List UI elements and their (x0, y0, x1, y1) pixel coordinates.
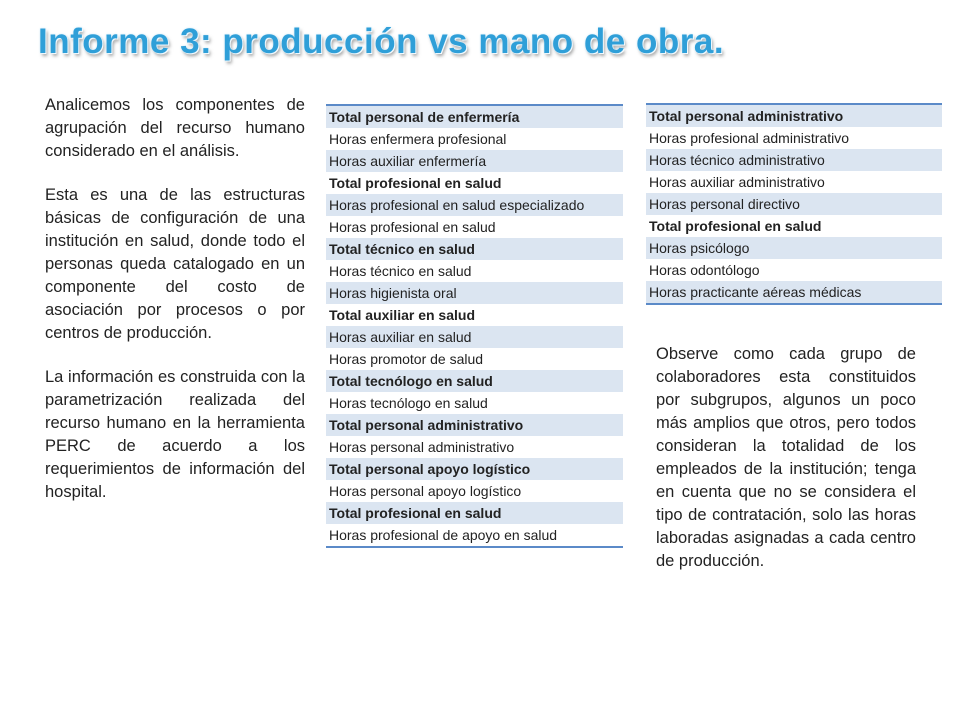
hours-item-cell: Horas personal administrativo (326, 436, 623, 458)
table-row (326, 370, 623, 392)
group-total-cell: Total profesional en salud (646, 215, 942, 237)
group-total-cell: Total personal administrativo (646, 104, 942, 127)
table-row (646, 127, 942, 149)
group-total-cell: Total profesional en salud (326, 502, 623, 524)
left-paragraph: Analicemos los componentes de agrupación del recurso humano considerado en el análisis. (45, 96, 305, 160)
hours-item-cell: Horas personal directivo (646, 193, 942, 215)
table-row (326, 326, 623, 348)
group-total-cell: Total auxiliar en salud (326, 304, 623, 326)
staff-groups-table-a (326, 104, 623, 548)
right-text-column (656, 343, 916, 573)
table-row (326, 392, 623, 414)
table-row (646, 171, 942, 193)
table-row (326, 282, 623, 304)
hours-item-cell: Horas profesional en salud (326, 216, 623, 238)
hours-item-cell: Horas higienista oral (326, 282, 623, 304)
table-row (646, 237, 942, 259)
table-row (326, 348, 623, 370)
hours-item-cell: Horas profesional en salud especializado (326, 194, 623, 216)
hours-item-cell: Horas odontólogo (646, 259, 942, 281)
hours-item-cell: Horas técnico en salud (326, 260, 623, 282)
hours-item-cell: Horas profesional administrativo (646, 127, 942, 149)
table-row (326, 194, 623, 216)
hours-item-cell: Horas psicólogo (646, 237, 942, 259)
table-row (326, 414, 623, 436)
left-text-column (45, 94, 305, 525)
table-row (646, 104, 942, 127)
staff-groups-table-b (646, 103, 942, 305)
table-row (646, 215, 942, 237)
table-row (326, 238, 623, 260)
table-row (326, 105, 623, 128)
hours-item-cell: Horas profesional de apoyo en salud (326, 524, 623, 547)
group-total-cell: Total profesional en salud (326, 172, 623, 194)
table-row (646, 259, 942, 281)
hours-item-cell: Horas tecnólogo en salud (326, 392, 623, 414)
hours-item-cell: Horas auxiliar enfermería (326, 150, 623, 172)
table-row (326, 216, 623, 238)
hours-item-cell: Horas técnico administrativo (646, 149, 942, 171)
table-row (326, 524, 623, 547)
hours-item-cell: Horas auxiliar administrativo (646, 171, 942, 193)
left-paragraph: Esta es una de las estructuras básicas de configuración de una institución en salud, donde todo el personas queda catalogado en un componente del costo de asociación por procesos o por centros de producción. (45, 186, 305, 342)
table-row (326, 172, 623, 194)
hours-item-cell: Horas enfermera profesional (326, 128, 623, 150)
group-total-cell: Total personal de enfermería (326, 105, 623, 128)
table-row (646, 193, 942, 215)
table-row (326, 480, 623, 502)
group-total-cell: Total técnico en salud (326, 238, 623, 260)
table-row (326, 436, 623, 458)
table-row (326, 304, 623, 326)
hours-item-cell: Horas auxiliar en salud (326, 326, 623, 348)
hours-item-cell: Horas promotor de salud (326, 348, 623, 370)
hours-item-cell: Horas personal apoyo logístico (326, 480, 623, 502)
table-row (646, 149, 942, 171)
group-total-cell: Total personal apoyo logístico (326, 458, 623, 480)
table-row (646, 281, 942, 304)
table-row (326, 128, 623, 150)
table-row (326, 458, 623, 480)
table-row (326, 502, 623, 524)
group-total-cell: Total tecnólogo en salud (326, 370, 623, 392)
table-row (326, 260, 623, 282)
left-paragraph: La información es construida con la parametrización realizada del recurso humano en la herramienta PERC de acuerdo a los requerimientos de información del hospital. (45, 368, 305, 501)
table-row (326, 150, 623, 172)
group-total-cell: Total personal administrativo (326, 414, 623, 436)
page-title: Informe 3: producción vs mano de obra. (38, 22, 725, 61)
right-paragraph: Observe como cada grupo de colaboradores esta constituidos por subgrupos, algunos un poco más amplios que otros, pero todos consideran la totalidad de los empleados de la institución; tenga en cuenta que no se considera el tipo de contratación, solo las horas laboradas asignadas a cada centro de producción. (656, 345, 916, 570)
hours-item-cell: Horas practicante aéreas médicas (646, 281, 942, 304)
